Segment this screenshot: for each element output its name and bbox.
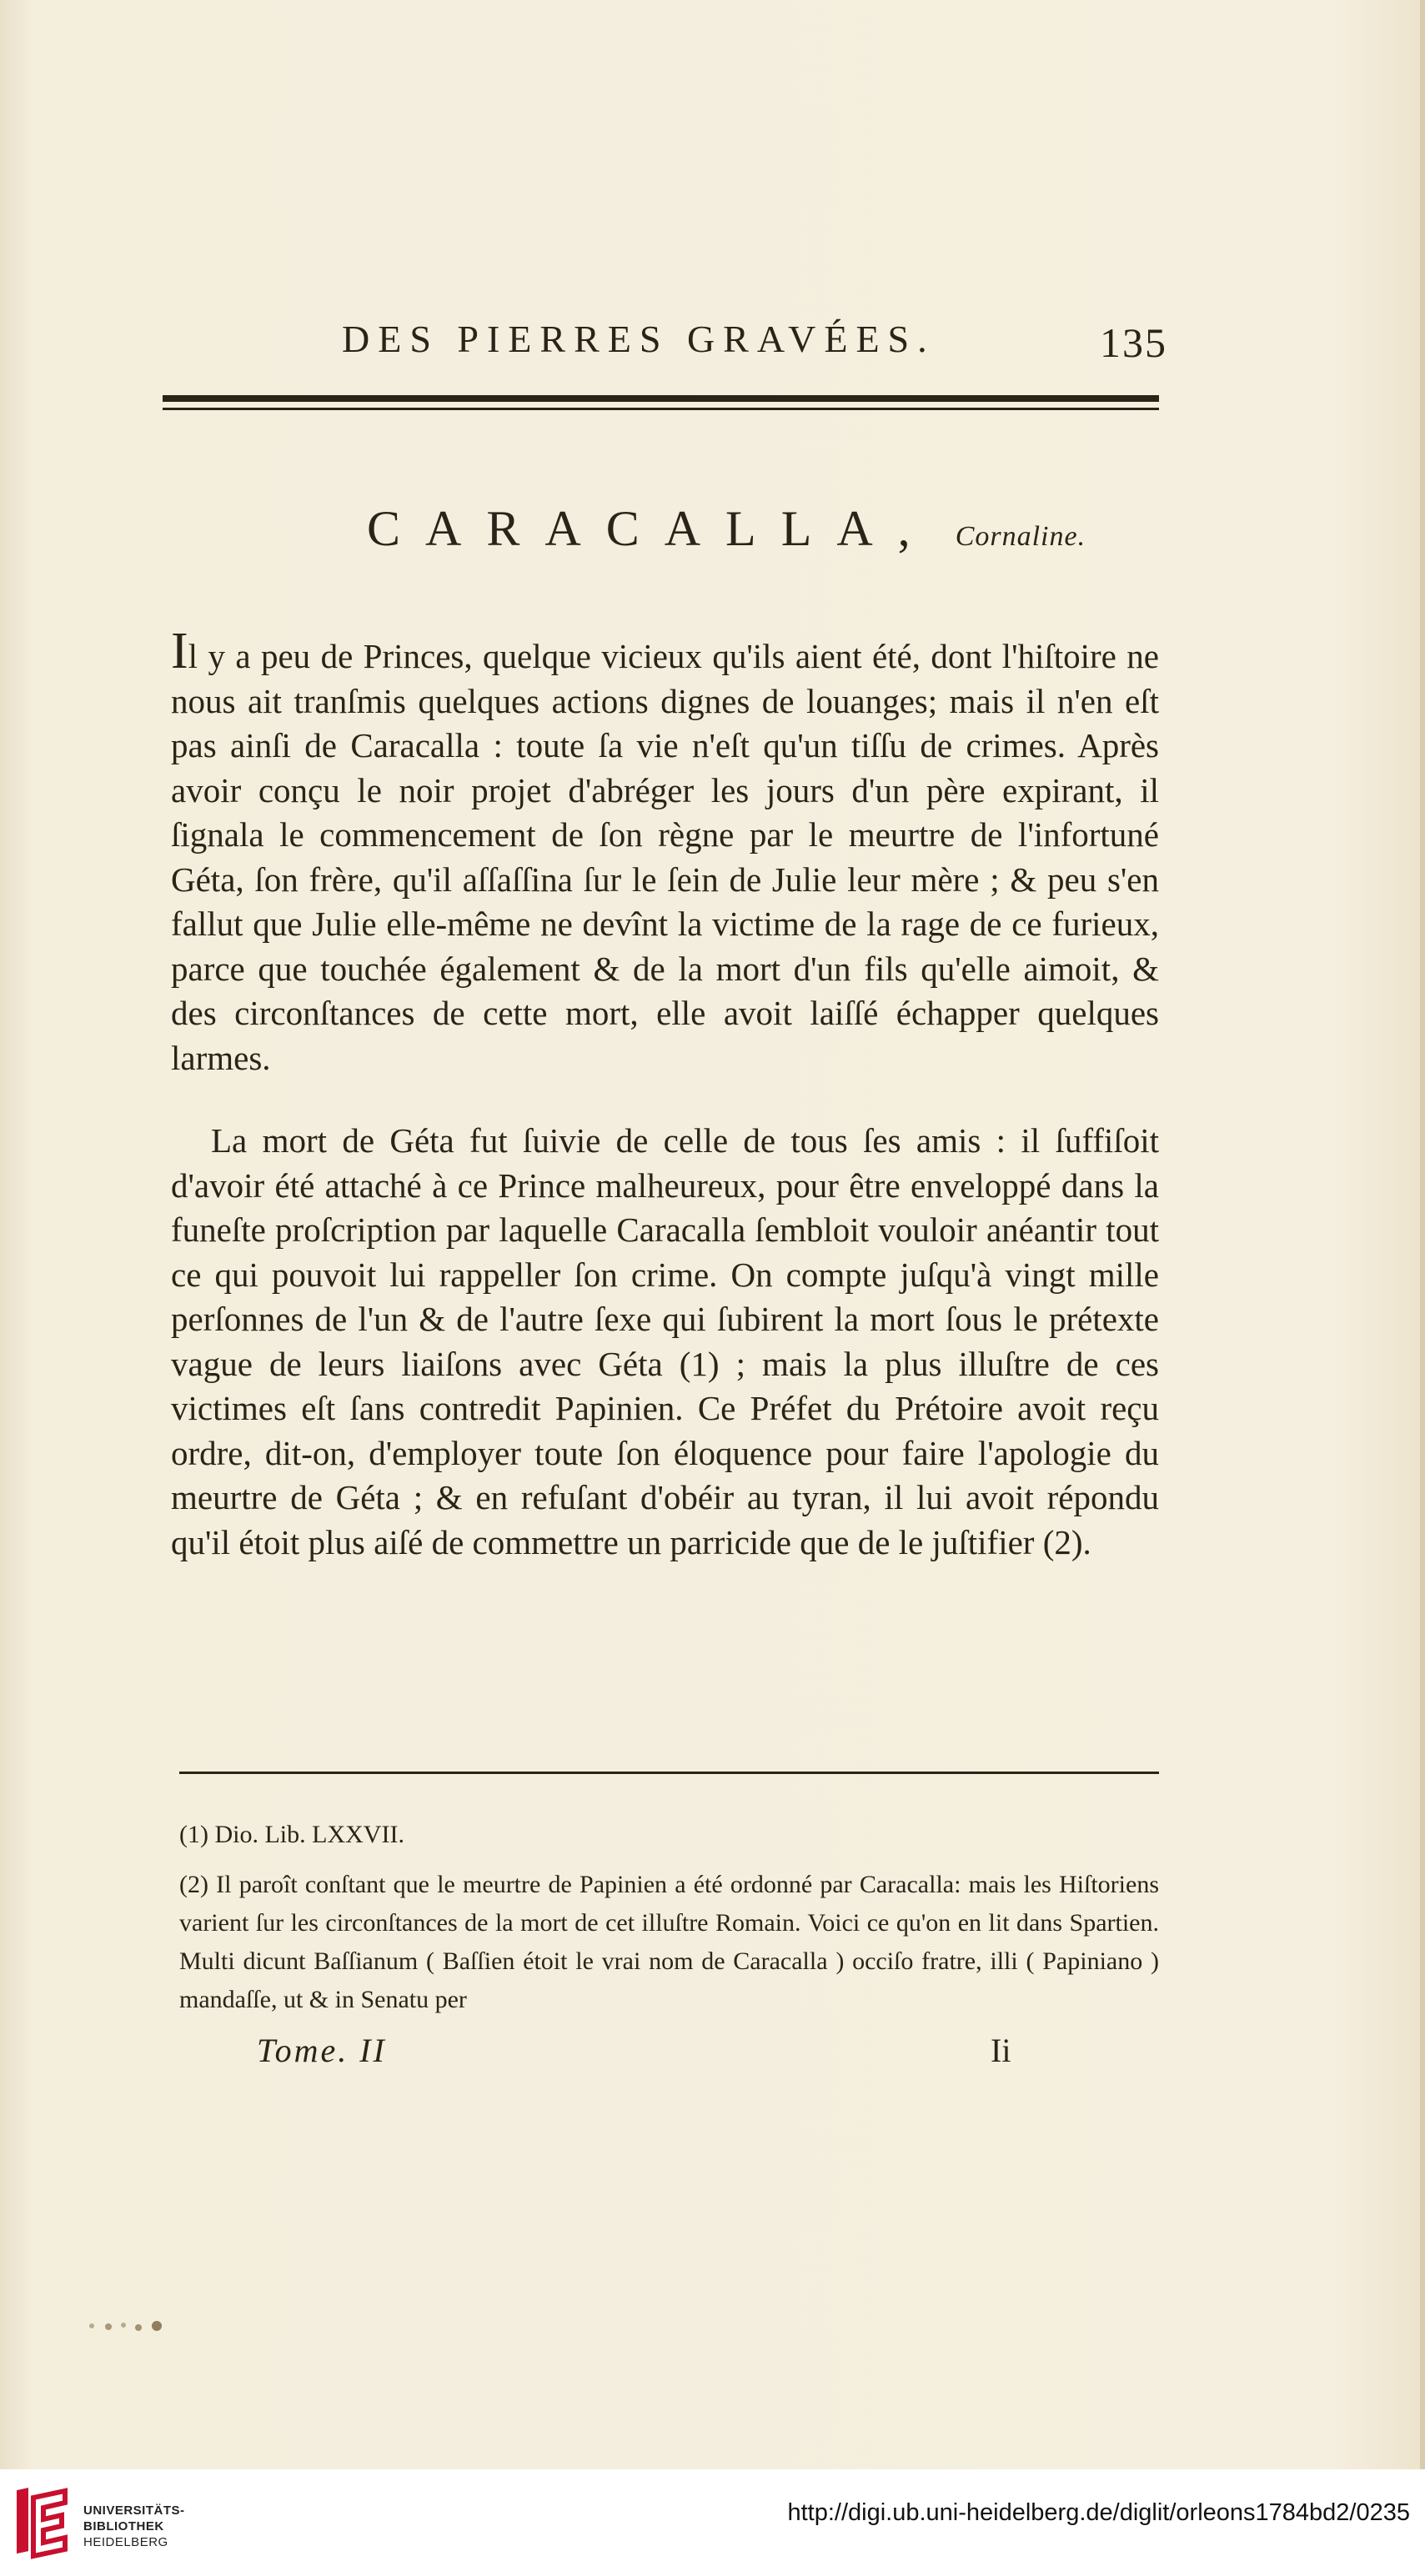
footnote-rule [179,1772,1159,1774]
footnote-2: (2) Il paroît conſtant que le meurtre de Papinien a été ordonné par Caracalla: mais les Hiſtoriens varient ſur les circonſtances de la mort de cet illuſtre Romain. Voici ce qu'on en lit dans Spartien. Multi dicunt Baſſianum ( Baſſien étoit le vrai nom de Caracalla ) occiſo fratre, illi ( Papiniano ) mandaſſe, ut & in Senatu per [179,1871,1159,2013]
library-line-2: BIBLIOTHEK [83,2519,164,2533]
library-line-3: HEIDELBERG [83,2535,168,2549]
library-line-1: UNIVERSITÄTS- [83,2503,185,2518]
ink-stain [83,2318,192,2334]
library-name [83,2503,185,2550]
paragraph-2: La mort de Géta fut ſuivie de celle de tous ſes amis : il ſuffiſoit d'avoir été attaché à ce Prince malheureux, pour être enveloppé dans la funeſte proſcription par laquelle Caracalla ſembloit vouloir anéantir tout ce qui pouvoit lui rappeller ſon crime. On compte juſqu'à vingt mille perſonnes de l'un & de l'autre ſexe qui ſubirent la mort ſous le prétexte vague de leurs liaiſons avec Géta (1) ; mais la plus illuſtre de ces victimes eſt ſans contredit Papinien. Ce Préfet du Prétoire avoit reçu ordre, dit-on, d'employer toute ſon éloquence pour faire l'apologie du meurtre de Géta ; & en refuſant d'obéir au tyran, il lui avoit répondu qu'il étoit plus aiſé de commettre un parricide que de le juſtifier (2). [171,1121,1159,1561]
body-text [171,623,1159,1565]
heading-name: CARACALLA, [367,501,936,556]
paragraph-1: Il y a peu de Princes, quelque vicieux qu'ils aient été, dont l'hiſtoire ne nous ait tranſmis quelques actions dignes de louanges; mais il n'en eſt pas ainſi de Caracalla : toute ſa vie n'eſt qu'un tiſſu de crimes. Après avoir conçu le noir projet d'abréger les jours d'un père expirant, il ſignala le commencement de ſon règne par le meurtre de l'infortuné Géta, ſon frère, qu'il aſſaſſina ſur le ſein de Julie leur mère ; & peu s'en fallut que Julie elle-même ne devînt la victime de la rage de ce furieux, parce que touchée également & de la mort d'un fils qu'elle aimoit, & des circonſtances de cette mort, elle avoit laiſſé échapper quelques larmes. [171,623,1159,1077]
signature-line [257,2031,1091,2081]
running-head-title: DES PIERRES GRAVÉES. [342,318,936,360]
heidelberg-library-logo-icon [13,2486,80,2559]
section-heading [367,500,1167,567]
page-edge [1420,0,1425,2469]
footnotes [179,1816,1159,2031]
signature-mark: Ii [991,2032,1011,2069]
tome-label: Tome. II [257,2032,387,2069]
footnote-1: (1) Dio. Lib. LXXVII. [179,1821,404,1848]
source-url-link[interactable]: http://digi.ub.uni-heidelberg.de/diglit/orleons1784bd2/0235 [787,2499,1410,2526]
footer-bar [0,2469,1425,2576]
page-number: 135 [1100,319,1167,366]
heading-material: Cornaline. [955,521,1086,552]
header-double-rule [163,395,1159,410]
running-head [175,317,1167,375]
